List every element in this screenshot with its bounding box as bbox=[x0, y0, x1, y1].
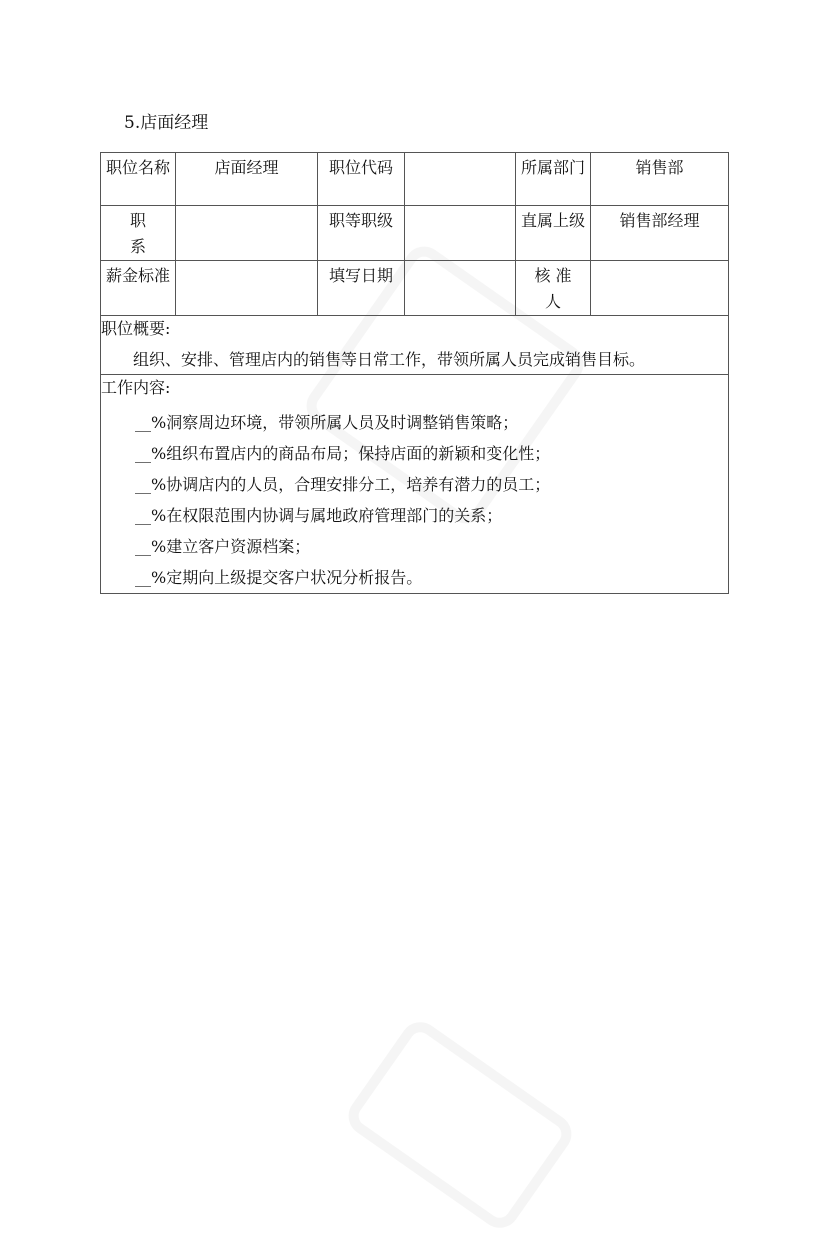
table-row bbox=[101, 375, 729, 594]
position-code-value bbox=[405, 153, 515, 155]
direct-superior-label: 直属上级 bbox=[520, 211, 585, 230]
value-cell bbox=[176, 206, 318, 261]
label-cell bbox=[318, 206, 405, 261]
label-cell bbox=[318, 261, 405, 316]
table-row bbox=[101, 153, 729, 206]
job-family-label: 职系 bbox=[129, 211, 146, 256]
direct-superior-value: 销售部经理 bbox=[619, 211, 700, 230]
watermark-stamp-bottom bbox=[341, 1014, 579, 1235]
duties-title: 工作内容: bbox=[101, 378, 171, 397]
table-row bbox=[101, 316, 729, 375]
position-name-label: 职位名称 bbox=[105, 158, 170, 177]
value-cell bbox=[176, 153, 318, 206]
table-row bbox=[101, 261, 729, 316]
grade-level-label: 职等职级 bbox=[328, 211, 393, 230]
label-cell bbox=[516, 153, 591, 206]
position-name-value: 店面经理 bbox=[214, 158, 279, 177]
list-item: __%组织布置店内的商品布局；保持店面的新颖和变化性； bbox=[135, 444, 551, 463]
duty-list bbox=[101, 407, 728, 593]
table-row bbox=[101, 206, 729, 261]
approver-label: 核 准 人 bbox=[534, 266, 572, 311]
value-cell bbox=[591, 206, 729, 261]
label-cell bbox=[101, 261, 176, 316]
approver-value bbox=[591, 261, 728, 263]
job-family-value bbox=[176, 206, 317, 208]
grade-level-value bbox=[405, 206, 515, 208]
value-cell bbox=[405, 206, 516, 261]
label-cell bbox=[101, 206, 176, 261]
label-cell bbox=[516, 261, 591, 316]
value-cell bbox=[405, 153, 516, 206]
list-item: __%洞察周边环境，带领所属人员及时调整销售策略； bbox=[135, 413, 519, 432]
value-cell bbox=[176, 261, 318, 316]
label-cell bbox=[101, 153, 176, 206]
section-heading: 5.店面经理 bbox=[124, 113, 209, 133]
list-item: __%协调店内的人员，合理安排分工，培养有潜力的员工； bbox=[135, 475, 551, 494]
summary-cell bbox=[101, 316, 729, 375]
department-value: 销售部 bbox=[635, 158, 684, 177]
job-description-table bbox=[100, 152, 729, 594]
department-label: 所属部门 bbox=[520, 158, 585, 177]
list-item: __%定期向上级提交客户状况分析报告。 bbox=[135, 568, 423, 587]
fill-date-label: 填写日期 bbox=[328, 266, 393, 285]
list-item: __%在权限范围内协调与属地政府管理部门的关系； bbox=[135, 506, 503, 525]
salary-standard-label: 薪金标准 bbox=[105, 266, 170, 285]
list-item: __%建立客户资源档案； bbox=[135, 537, 311, 556]
fill-date-value bbox=[405, 261, 515, 263]
summary-text: 组织、安排、管理店内的销售等日常工作，带领所属人员完成销售目标。 bbox=[133, 350, 646, 369]
label-cell bbox=[318, 153, 405, 206]
summary-title: 职位概要: bbox=[101, 319, 171, 338]
value-cell bbox=[591, 153, 729, 206]
value-cell bbox=[591, 261, 729, 316]
value-cell bbox=[405, 261, 516, 316]
duties-cell bbox=[101, 375, 729, 594]
label-cell bbox=[516, 206, 591, 261]
position-code-label: 职位代码 bbox=[328, 158, 393, 177]
salary-standard-value bbox=[176, 261, 317, 263]
